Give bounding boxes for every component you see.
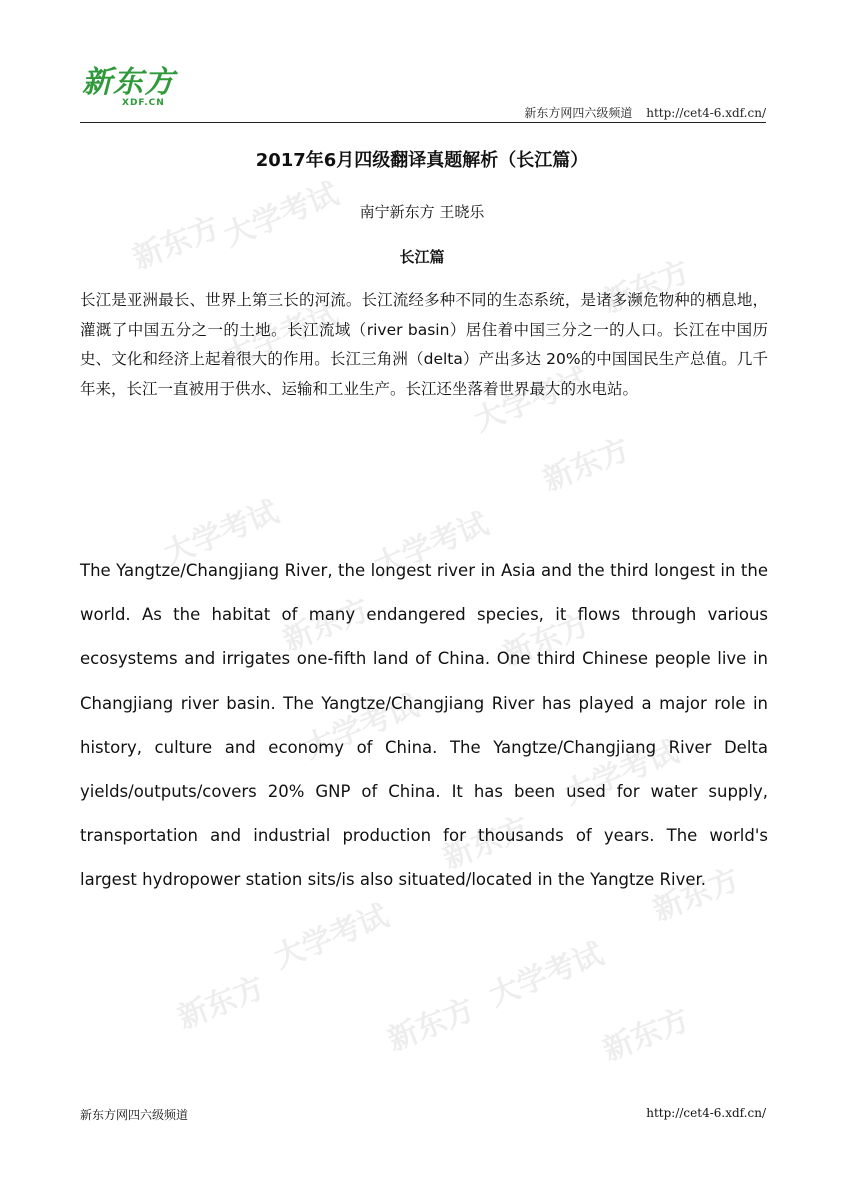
watermark-label: 大学考试: [469, 361, 594, 439]
watermark-label: 大学考试: [269, 898, 394, 976]
watermark-brand: 新东方: [173, 970, 270, 1037]
watermark-label: 大学考试: [219, 296, 344, 374]
header-channel-info: [514, 104, 766, 121]
watermark-brand: 新东方: [538, 432, 635, 499]
xdf-logo: [82, 66, 192, 114]
header-channel: 新东方网四六级频道: [524, 106, 633, 120]
watermark-brand: 新东方: [278, 592, 375, 659]
section-subhead: 长江篇: [399, 248, 445, 266]
document-title: 2017年6月四级翻译真题解析（长江篇）: [255, 150, 589, 171]
header-url[interactable]: http://cet4-6.xdf.cn/: [646, 106, 766, 120]
header-divider: [80, 122, 766, 123]
watermark-label: 大学考试: [369, 506, 494, 584]
watermark-brand: 新东方: [598, 254, 695, 321]
english-paragraph: The Yangtze/Changjiang River, the longest river in Asia and the third longest in the world. As the habitat of many endangered species, it flows through various ecosystems and irrigates one-fifth land of China. One third Chinese people live in Changjiang river basin. The Yangtze/Changjiang River has played a major role in history, culture and economy of China. The Yangtze/Changjiang River Delta yields/outputs/covers 20% GNP of China. It has been used for water supply, transportation and industrial production for thousands of years. The world's largest hydropower station sits/is also situated/located in the Yangtze River.: [80, 561, 768, 890]
watermark-label: 大学考试: [484, 936, 609, 1014]
watermark-brand: 新东方: [598, 1002, 695, 1069]
watermark-label: 大学考试: [159, 494, 284, 572]
logo-en-text: XDF.CN: [122, 98, 165, 108]
watermark-label: 大学考试: [299, 688, 424, 766]
watermark-brand: 新东方: [383, 992, 480, 1059]
watermark-brand: 新东方: [648, 862, 745, 929]
chinese-paragraph: 长江是亚洲最长、世界上第三长的河流。长江流经多种不同的生态系统，是诸多濒危物种的栖息地，灌溉了中国五分之一的土地。长江流域（river basin）居住着中国三分之一的人口。长江在中国历史、文化和经济上起着很大的作用。长江三角洲（delta）产出多达 20%的中国国民生产总值。几千年来，长江一直被用于供水、运输和工业生产。长江还坐落着世界最大的水电站。: [80, 291, 768, 398]
watermark-label: 大学考试: [559, 734, 684, 812]
watermark-brand: 新东方: [438, 810, 535, 877]
document-author: 南宁新东方 王晓乐: [359, 203, 485, 221]
watermark-brand: 新东方: [498, 607, 595, 674]
logo-cn-text: 新东方: [82, 65, 175, 100]
watermark-label: 大学考试: [219, 176, 344, 254]
watermark-brand: 新东方: [128, 210, 225, 277]
footer-channel: 新东方网四六级频道: [80, 1108, 189, 1122]
footer-url[interactable]: http://cet4-6.xdf.cn/: [646, 1106, 766, 1120]
